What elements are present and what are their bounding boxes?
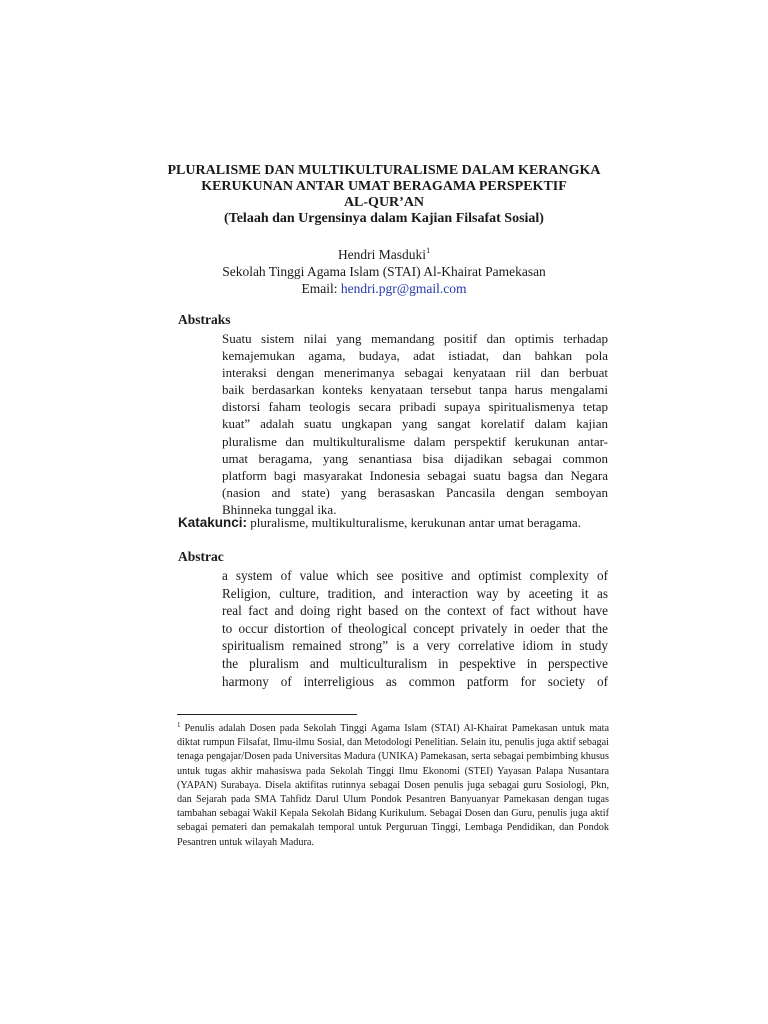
- abstrac-line: harmony of interreligious as common patform for society of: [222, 673, 608, 689]
- keywords-text: pluralisme, multikulturalisme, kerukunan antar umat beragama.: [247, 515, 581, 530]
- author-name: Hendri Masduki: [337, 247, 427, 262]
- abstraks-line: distorsi faham teologis secara pribadi supaya spiritualismenya tetap: [222, 399, 608, 415]
- author-email-line: [140, 280, 628, 297]
- abstrac-line: to occur distortion of theological concept privately in oeder that the: [222, 620, 608, 636]
- author-block: [140, 246, 628, 297]
- abstrac-line: Religion, culture, tradition, and interaction way by aceeting it as: [222, 585, 608, 601]
- author-affiliation: Sekolah Tinggi Agama Islam (STAI) Al-Khairat Pamekasan: [222, 264, 546, 279]
- abstraks-line: Suatu sistem nilai yang memandang positif dan optimis terhadap: [222, 331, 608, 346]
- abstraks-line: umat beragama, yang senantiasa bisa dijadikan sebagai common: [222, 450, 608, 466]
- abstraks-line: baik berdasarkan konteks kenyataan tersebut tanpa harus mengalami: [222, 382, 608, 398]
- abstraks-line: platform bagi masyarakat Indonesia sebagai suatu bagsa dan Negara: [222, 467, 608, 483]
- abstrac-line: the pluralism and multiculturalism in pespektive in perspective: [222, 655, 608, 671]
- abstrac-line: spiritualism remained strong” is a very correlative idiom in study: [222, 638, 608, 654]
- abstraks-line: kuat” adalah suatu ungkapan yang sangat korelatif dalam kajian: [222, 416, 608, 432]
- abstrac-line: real fact and doing right based on the context of fact without have: [222, 603, 608, 619]
- abstraks-body: [222, 330, 608, 518]
- abstraks-line: pluralisme dan multikulturalisme dalam perspektif kerukunan antar-: [222, 433, 608, 449]
- abstraks-line: Bhinneka tunggal ika.: [222, 501, 337, 517]
- footnote-mark: 1: [177, 721, 181, 729]
- subtitle-line: (Telaah dan Urgensinya dalam Kajian Filsafat Sosial): [224, 211, 544, 226]
- abstraks-heading: Abstraks: [178, 312, 231, 327]
- keywords-label: Katakunci:: [178, 515, 248, 530]
- footnote-text: Penulis adalah Dosen pada Sekolah Tinggi Agama Islam (STAI) Al-Khairat Pamekasan untuk mata diktat rumpun Filsafat, Ilmu-ilmu Sosial, dan Metodologi Penelitian. Selain itu, penulis juga aktif sebagai tenaga pengajar/Dosen pada Universitas Madura (UNIKA) Pamekasan, serta sebagai pembimbing khusus untuk tugas akhir mahasiswa pada Sekolah Tinggi Ilmu Ekonomi (STEI) Yayasan Palapa Nusantara (YAPAN) Surabaya. Disela aktifitas rutinnya sebagai Dosen penulis juga sebagai guru Sosiologi, Pkn, dan Sejarah pada SMA Tahfidz Darul Ulum Pondok Pesantren Banyuanyar Pamekasan dengan tugas tambahan sebagai Wakil Kepala Sekolah Bidang Kurikulum. Sebagai Dosen dan Guru, penulis juga aktif sebagai pemateri dan pemakalah temporal untuk Perguruan Tinggi, Lembaga Pendidikan, dan Pondok Pesantren untuk wilayah Madura.: [177, 723, 609, 848]
- email-label: Email:: [301, 281, 338, 296]
- email-link[interactable]: hendri.pgr@gmail.com: [340, 281, 467, 296]
- title-line: KERUKUNAN ANTAR UMAT BERAGAMA PERSPEKTIF: [201, 179, 567, 194]
- author-line: [140, 246, 628, 263]
- keywords: [178, 515, 581, 531]
- footnote: [177, 722, 609, 850]
- title-line: AL-QUR’AN: [343, 195, 425, 210]
- abstrac-body: [222, 567, 608, 690]
- abstraks-line: kemajemukan agama, budaya, adat istiadat, dan bahkan pola: [222, 348, 608, 364]
- abstraks-line: (nasion and state) yang berasaskan Pancasila dengan semboyan: [222, 484, 608, 500]
- paper-title: [120, 163, 648, 227]
- abstrac-line: a system of value which see positive and optimist complexity of: [222, 568, 608, 583]
- abstraks-line: interaksi dengan menerimanya sebagai kenyataan riil dan berbuat: [222, 365, 608, 381]
- abstrac-heading: Abstrac: [178, 549, 224, 564]
- author-footnote-mark[interactable]: 1: [426, 246, 431, 255]
- title-line: PLURALISME DAN MULTIKULTURALISME DALAM KERANGKA: [167, 163, 601, 178]
- footnote-divider: [177, 714, 357, 715]
